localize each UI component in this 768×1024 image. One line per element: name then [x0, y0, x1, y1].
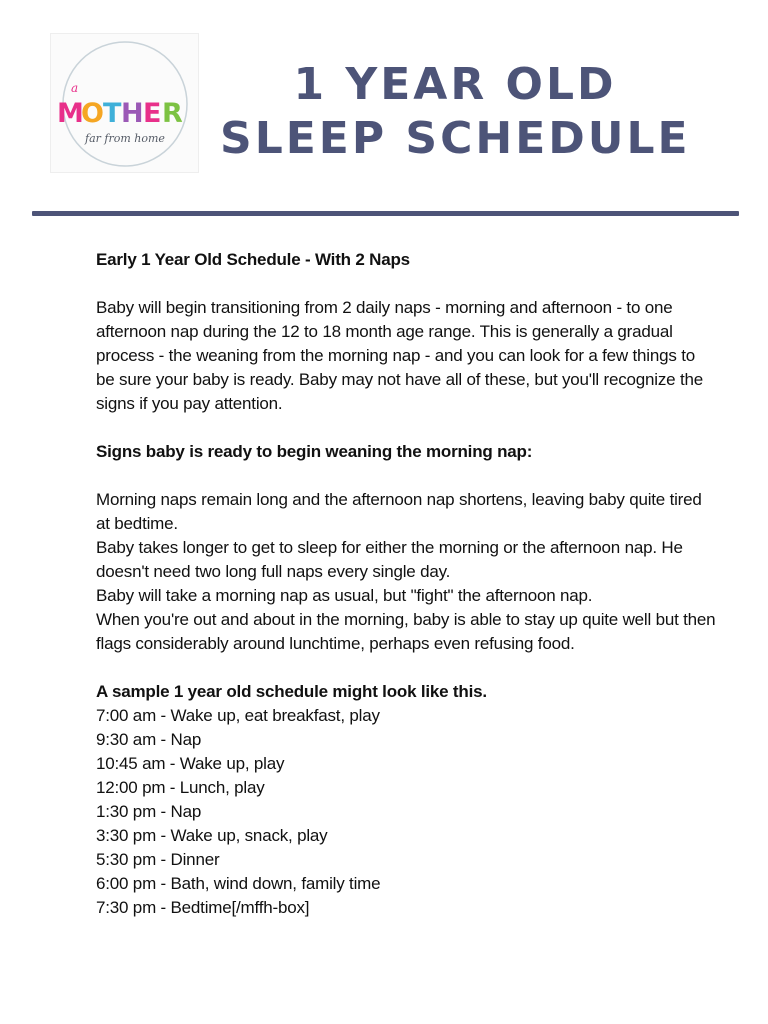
svg-text:E: E — [143, 98, 162, 129]
intro-paragraph: Baby will begin transitioning from 2 daily naps - morning and afternoon - to one afternoon nap during the 12 to 18 month age range. This is generally a gradual process - the weaning from the morning nap - and you can look for a few things to be sure your baby is ready. Baby may not have all of these, but you'll recognize the signs if you pay attention. — [96, 298, 703, 413]
sign-item: When you're out and about in the morning, baby is able to stay up quite well but then flags considerably around lunchtime, perhaps even refusing food. — [96, 610, 716, 653]
svg-text:O: O — [81, 98, 104, 129]
article-body — [96, 248, 716, 920]
sign-item: Baby takes longer to get to sleep for either the morning or the afternoon nap. He doesn't need two long full naps every single day. — [96, 538, 683, 581]
schedule-item: 12:00 pm - Lunch, play — [96, 778, 265, 797]
schedule-item: 3:30 pm - Wake up, snack, play — [96, 826, 328, 845]
site-logo — [50, 33, 199, 173]
title-line-2: SLEEP SCHEDULE — [220, 113, 691, 164]
schedule-item: 6:00 pm - Bath, wind down, family time — [96, 874, 381, 893]
logo-script-line: far from home — [85, 132, 165, 145]
title-line-1: 1 YEAR OLD — [293, 59, 617, 110]
sign-item: Baby will take a morning nap as usual, but "fight" the afternoon nap. — [96, 586, 593, 605]
schedule-item: 7:30 pm - Bedtime[/mffh-box] — [96, 898, 310, 917]
svg-text:H: H — [121, 98, 144, 129]
logo-big-word — [57, 98, 183, 129]
schedule-item: 1:30 pm - Nap — [96, 802, 202, 821]
spacer — [96, 464, 716, 488]
spacer — [96, 656, 716, 680]
schedule-list — [96, 704, 716, 920]
section-heading-sample: A sample 1 year old schedule might look like this. — [96, 682, 487, 701]
schedule-item: 5:30 pm - Dinner — [96, 850, 220, 869]
svg-text:T: T — [103, 98, 122, 129]
spacer — [96, 416, 716, 440]
schedule-item: 9:30 am - Nap — [96, 730, 202, 749]
logo-graphic — [51, 34, 198, 172]
logo-small-word: a — [71, 81, 79, 95]
sign-item: Morning naps remain long and the afternoon nap shortens, leaving baby quite tired at bedtime. — [96, 490, 702, 533]
section-heading-two-naps: Early 1 Year Old Schedule - With 2 Naps — [96, 250, 410, 269]
svg-text:R: R — [162, 98, 183, 129]
svg-text:M: M — [57, 98, 84, 129]
schedule-item: 10:45 am - Wake up, play — [96, 754, 285, 773]
section-heading-signs: Signs baby is ready to begin weaning the morning nap: — [96, 442, 533, 461]
header-divider — [32, 211, 739, 216]
schedule-item: 7:00 am - Wake up, eat breakfast, play — [96, 706, 380, 725]
page-title — [220, 58, 690, 166]
spacer — [96, 272, 716, 296]
